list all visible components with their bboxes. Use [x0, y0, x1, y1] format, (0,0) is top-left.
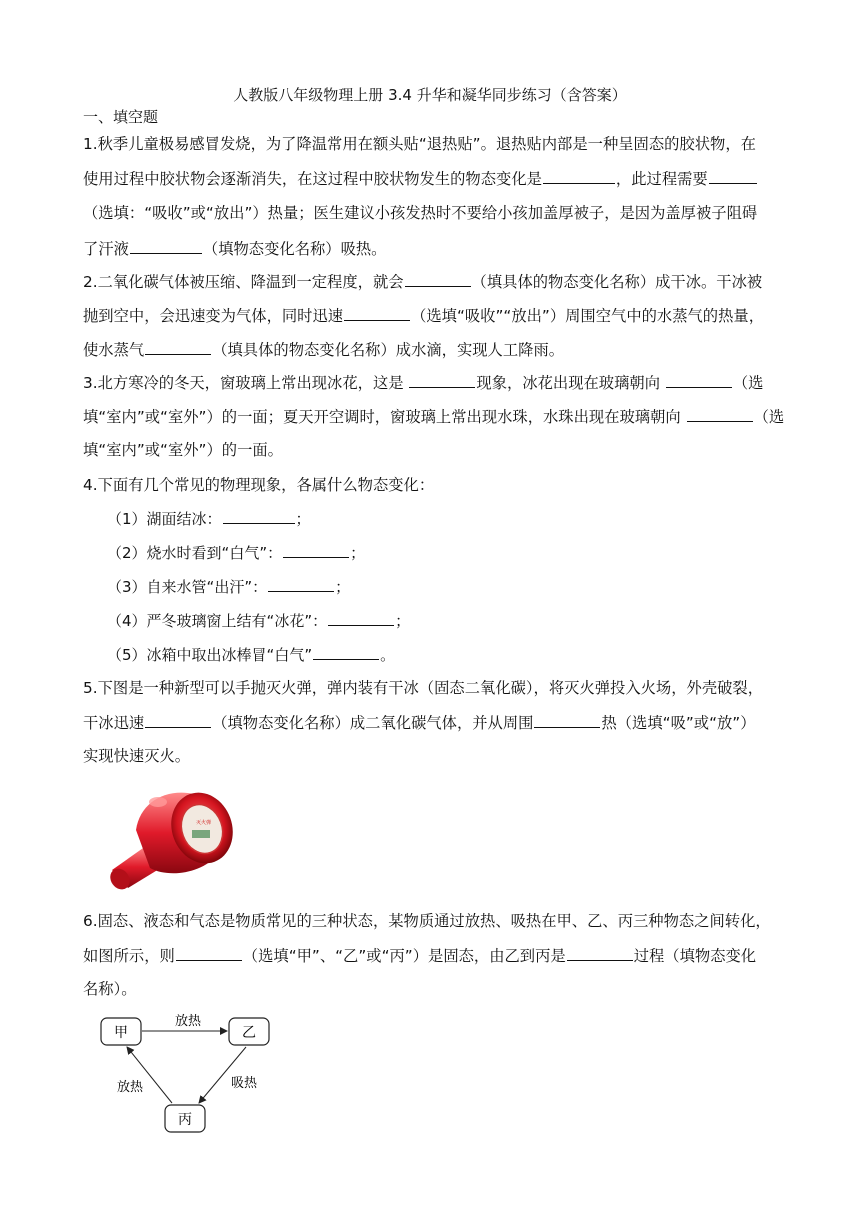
- q1-text: 使用过程中胶状物会逐渐消失，在这过程中胶状物发生的物态变化是: [83, 170, 542, 188]
- q3-line2: [83, 406, 785, 427]
- edge-label: 放热: [174, 1014, 202, 1029]
- answer-blank[interactable]: [409, 372, 475, 388]
- node-label: 丙: [178, 1112, 192, 1128]
- node-yi: [229, 1018, 269, 1045]
- q2-line2: [83, 305, 777, 326]
- answer-blank[interactable]: [534, 712, 600, 728]
- q2-text: （填具体的物态变化名称）成水滴，实现人工降雨。: [212, 341, 565, 359]
- q4-item-text: （4）严冬玻璃窗上结有“冰花”：: [107, 612, 328, 630]
- q4-item-end: ；: [350, 544, 366, 562]
- q4-item-end: ；: [335, 578, 351, 596]
- answer-blank[interactable]: [666, 372, 732, 388]
- answer-blank[interactable]: [328, 610, 394, 626]
- q2-line1: [83, 271, 777, 292]
- q6-line1: [83, 911, 777, 931]
- answer-blank[interactable]: [567, 945, 633, 961]
- answer-blank[interactable]: [223, 508, 295, 524]
- q3-text: 填“室内”或“室外”）的一面；夏天开空调时，窗玻璃上常出现水珠，水珠出现在玻璃朝向: [83, 408, 681, 426]
- q3-line3: [83, 440, 777, 460]
- fire-extinguisher-bomb-image: [106, 782, 236, 890]
- q4-item: [107, 576, 350, 597]
- answer-blank[interactable]: [405, 271, 471, 287]
- q5-text: 5.下图是一种新型可以手抛灭火弹，弹内装有干冰（固态二氧化碳），将灭火弹投入火场，外壳破裂，: [83, 679, 764, 697]
- arrow-yi-bing: [199, 1047, 246, 1103]
- q4-item-text: （5）冰箱中取出冰棒冒“白气”: [107, 646, 313, 664]
- q5-line1: [83, 678, 777, 698]
- answer-blank[interactable]: [344, 305, 410, 321]
- q3-line1: [83, 372, 777, 393]
- q4-line1: [83, 475, 777, 495]
- q6-text: 名称）。: [83, 980, 137, 998]
- node-label: 乙: [242, 1025, 256, 1041]
- q4-item-text: （1）湖面结冰：: [107, 510, 222, 528]
- answer-blank[interactable]: [283, 542, 349, 558]
- q5-text: 实现快速灭火。: [83, 747, 191, 765]
- q2-text: 使水蒸气: [83, 341, 145, 359]
- q5-line2: [83, 712, 777, 733]
- q1-line1: [83, 134, 777, 154]
- q4-item-end: ；: [395, 612, 411, 630]
- page-title: 人教版八年级物理上册 3.4 升华和凝华同步练习（含答案）: [233, 86, 627, 104]
- q3-text: 3.北方寒冷的冬天，窗玻璃上常出现冰花，这是: [83, 374, 404, 392]
- q3-text: （选: [732, 374, 764, 392]
- q5-text: （填物态变化名称）成二氧化碳气体，并从周围: [212, 714, 534, 732]
- answer-blank[interactable]: [543, 168, 615, 184]
- q6-text: 6.固态、液态和气态是物质常见的三种状态，某物质通过放热、吸热在甲、乙、丙三种物态之间转化，: [83, 912, 771, 930]
- q4-item-text: （2）烧水时看到“白气”：: [107, 544, 283, 562]
- q2-text: 2.二氧化碳气体被压缩、降温到一定程度，就会: [83, 273, 404, 291]
- q1-text: ，此过程需要: [615, 170, 708, 188]
- answer-blank[interactable]: [709, 168, 757, 184]
- image-label: 灭火弹: [196, 820, 212, 826]
- q5-text: 干冰迅速: [83, 714, 145, 732]
- node-jia: [101, 1018, 141, 1045]
- answer-blank[interactable]: [145, 339, 211, 355]
- q1-text: （选填：“吸收”或“放出”）热量；医生建议小孩发热时不要给小孩加盖厚被子，是因为盖厚被子阻碍: [83, 204, 758, 222]
- answer-blank[interactable]: [130, 238, 202, 254]
- q4-item: [107, 644, 395, 665]
- q5-text: 热（选填“吸”或“放”）: [601, 714, 756, 732]
- q1-line4: [83, 238, 777, 259]
- q6-text: （选填“甲”、“乙”或“丙”）是固态，由乙到丙是: [242, 947, 566, 965]
- q1-line3: [83, 203, 777, 223]
- q1-text: （填物态变化名称）吸热。: [202, 240, 387, 258]
- q5-line3: [83, 746, 777, 766]
- answer-blank[interactable]: [313, 644, 379, 660]
- q1-line2: [83, 168, 777, 189]
- answer-blank[interactable]: [268, 576, 334, 592]
- q2-text: 抛到空中，会迅速变为气体，同时迅速: [83, 307, 344, 325]
- q6-line2: [83, 945, 777, 966]
- q6-text: 如图所示，则: [83, 947, 175, 965]
- q4-item-end: 。: [380, 646, 396, 664]
- q1-text: 了汗液: [83, 240, 129, 258]
- edge-label: 放热: [116, 1080, 144, 1095]
- answer-blank[interactable]: [176, 945, 242, 961]
- q4-item-text: （3）自来水管“出汗”：: [107, 578, 268, 596]
- answer-blank[interactable]: [145, 712, 211, 728]
- q6-line3: [83, 979, 777, 999]
- edge-label: 吸热: [230, 1076, 258, 1091]
- q4-item: [107, 610, 410, 631]
- q3-text: 填“室内”或“室外”）的一面。: [83, 441, 283, 459]
- q2-text: （选填“吸收”“放出”）周围空气中的水蒸气的热量，: [411, 307, 764, 325]
- section-heading: 一、填空题: [83, 108, 159, 126]
- q1-text: 1.秋季儿童极易感冒发烧，为了降温常用在额头贴“退热贴”。退热贴内部是一种呈固态的胶状物，在: [83, 135, 756, 153]
- state-change-diagram: [96, 1006, 286, 1136]
- q4-item: [107, 508, 311, 529]
- answer-blank[interactable]: [687, 406, 753, 422]
- node-bing: [165, 1105, 205, 1132]
- q4-item: [107, 542, 365, 563]
- q2-line3: [83, 339, 777, 360]
- q6-text: 过程（填物态变化: [633, 947, 757, 965]
- q2-text: （填具体的物态变化名称）成干冰。干冰被: [471, 273, 763, 291]
- q3-text: 现象，冰花出现在玻璃朝向: [476, 374, 660, 392]
- q4-item-end: ；: [295, 510, 311, 528]
- node-label: 甲: [114, 1025, 128, 1041]
- q3-text: （选: [753, 408, 785, 426]
- q4-text: 4.下面有几个常见的物理现象，各属什么物态变化：: [83, 476, 435, 494]
